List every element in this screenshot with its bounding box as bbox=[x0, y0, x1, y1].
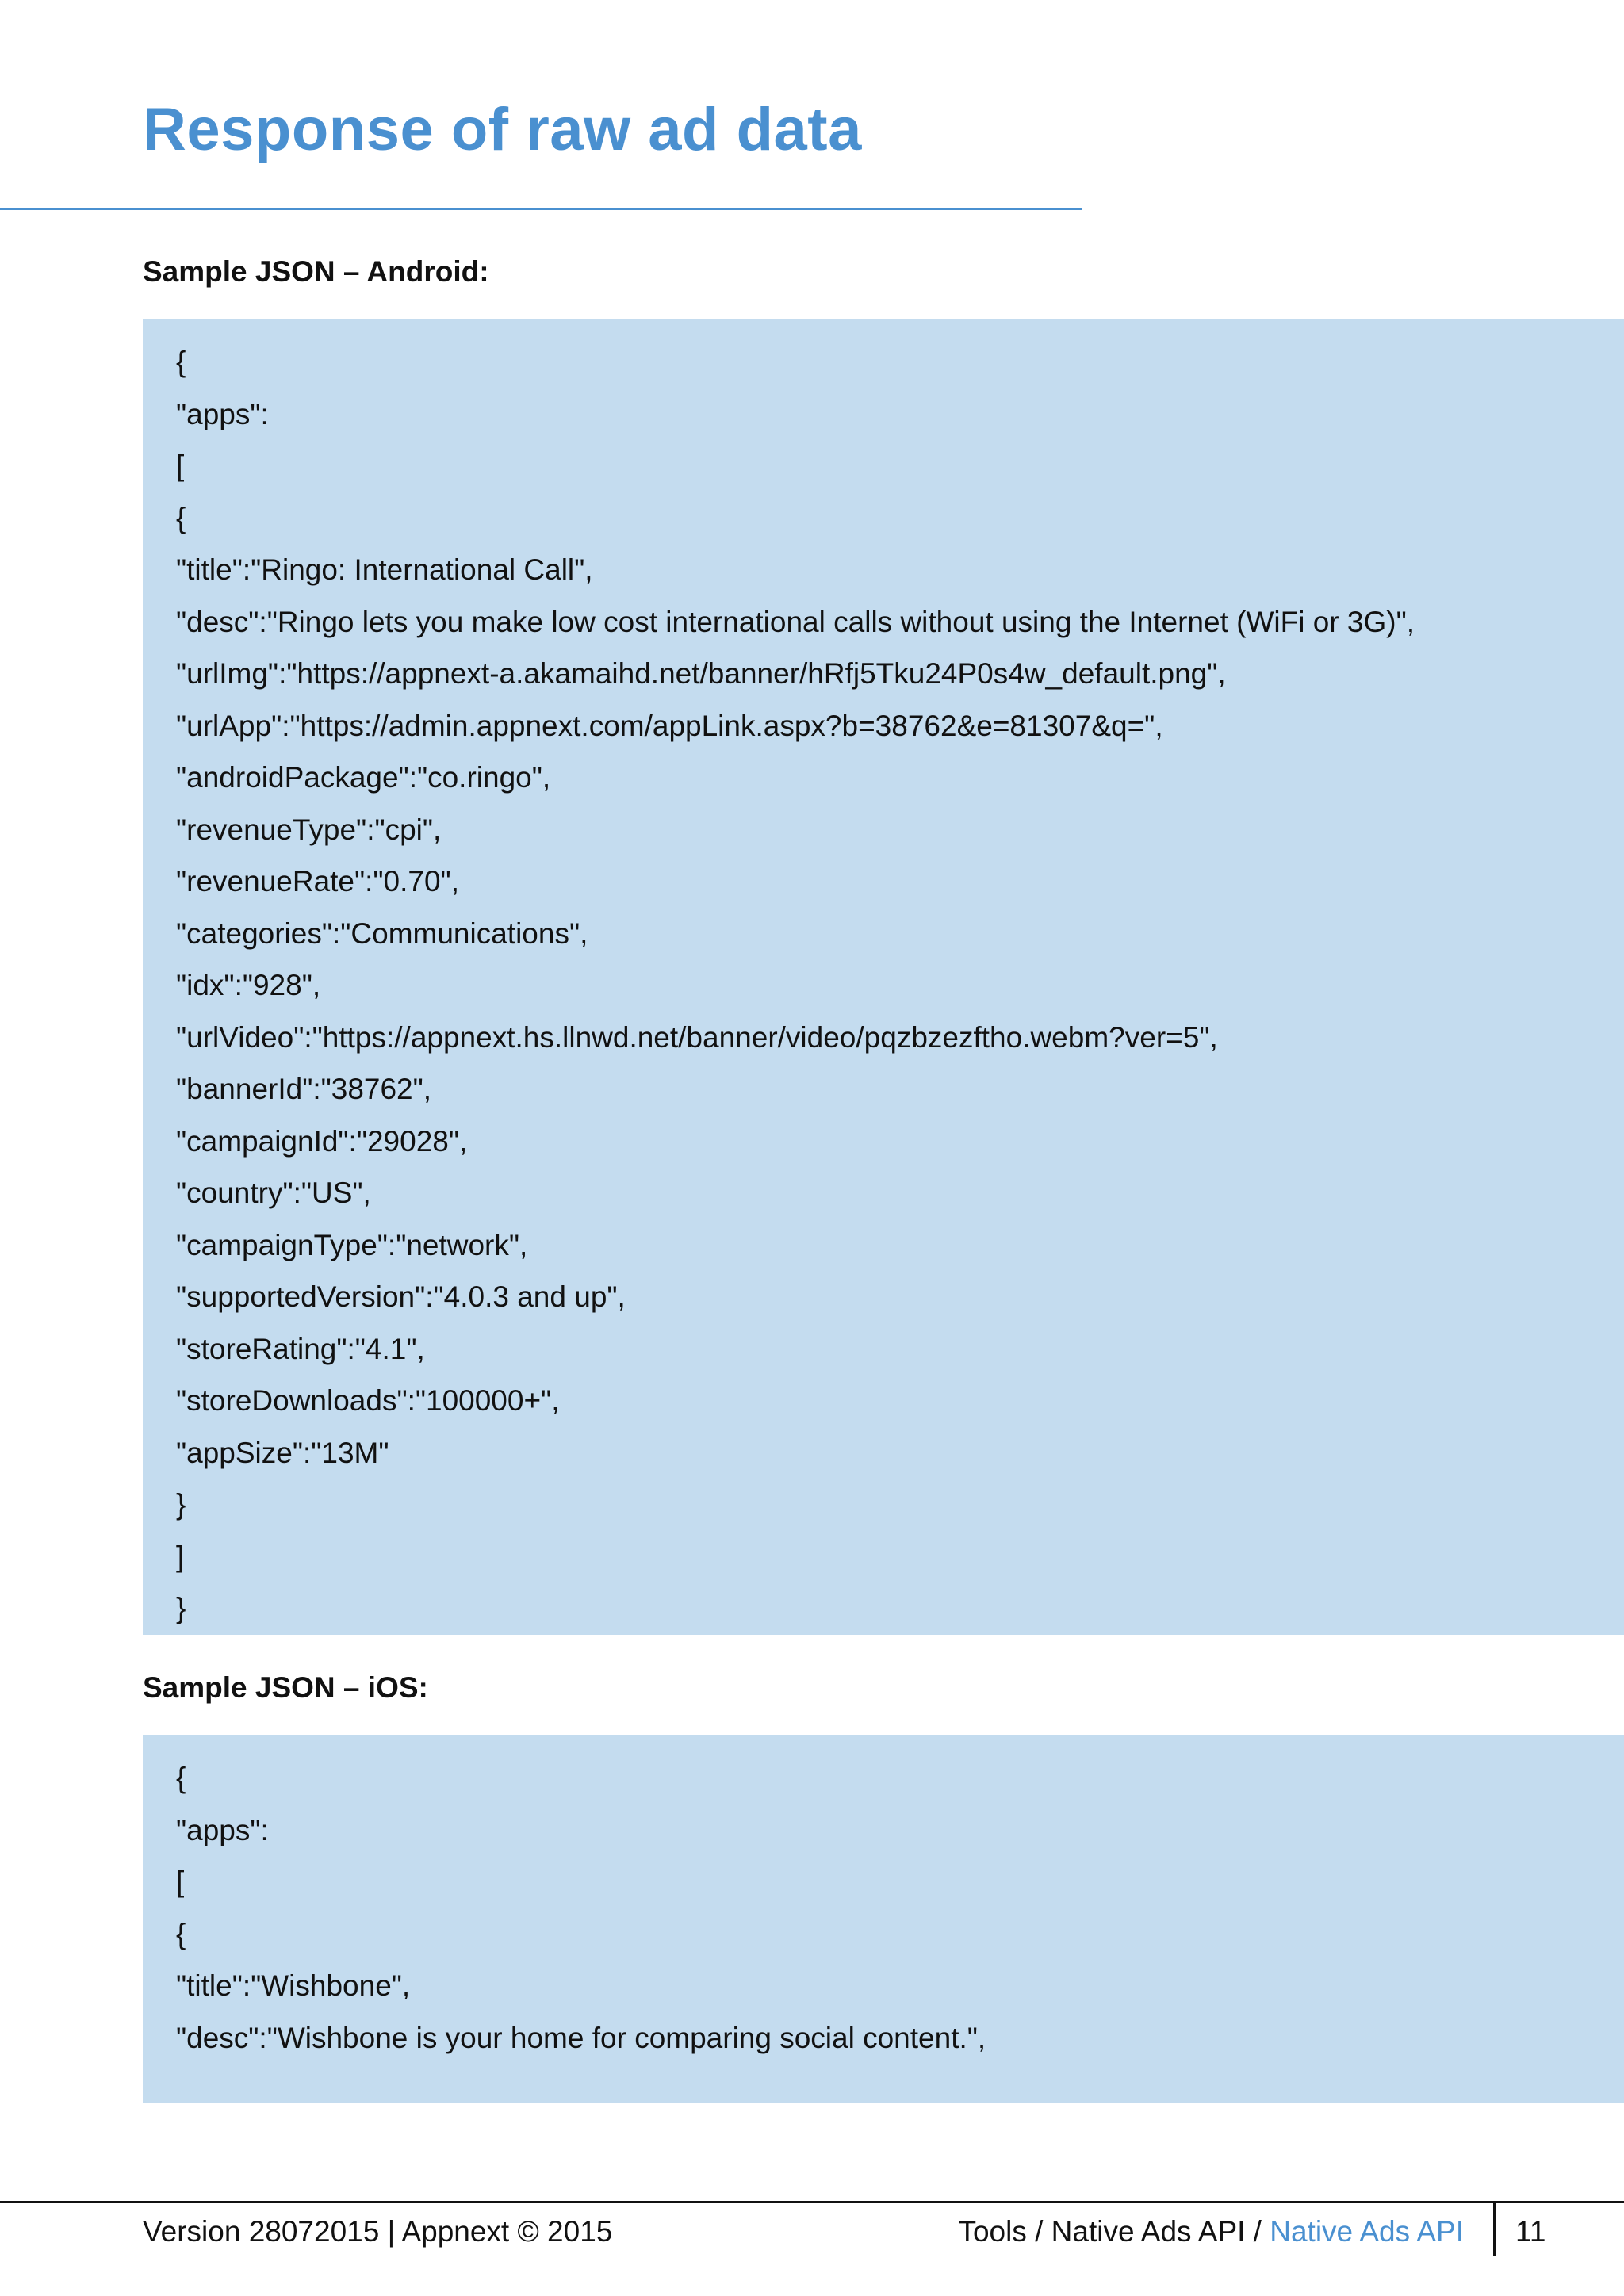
code-line: "revenueRate":"0.70", bbox=[176, 865, 459, 897]
code-line: [ bbox=[176, 1866, 185, 1898]
title-divider bbox=[0, 208, 1082, 210]
breadcrumb-path: Tools / Native Ads API / bbox=[958, 2215, 1270, 2248]
page-title: Response of raw ad data bbox=[143, 96, 862, 163]
code-line: "revenueType":"cpi", bbox=[176, 813, 442, 846]
code-line: "urlApp":"https://admin.appnext.com/appLink.aspx?b=38762&e=81307&q=", bbox=[176, 709, 1163, 742]
code-line: { bbox=[176, 501, 186, 534]
code-line: } bbox=[176, 1488, 186, 1521]
code-line: "title":"Ringo: International Call", bbox=[176, 553, 593, 586]
code-line: "bannerId":"38762", bbox=[176, 1073, 432, 1105]
code-line: [ bbox=[176, 450, 185, 482]
code-line: "desc":"Wishbone is your home for comparing social content.", bbox=[176, 2021, 986, 2054]
code-line: { bbox=[176, 1917, 186, 1950]
code-line: "urlVideo":"https://appnext.hs.llnwd.net/banner/video/pqzbzezftho.webm?ver=5", bbox=[176, 1020, 1218, 1054]
code-line: "desc":"Ringo lets you make low cost international calls without using the Internet (WiFi or 3G)", bbox=[176, 605, 1415, 638]
code-line: "categories":"Communications", bbox=[176, 916, 588, 950]
code-line: "storeDownloads":"100000+", bbox=[176, 1384, 560, 1417]
footer-breadcrumb bbox=[958, 2217, 1464, 2246]
page-number-separator bbox=[1493, 2202, 1496, 2256]
code-line: ] bbox=[176, 1540, 185, 1573]
ios-json-code-block bbox=[143, 1735, 1624, 2103]
code-line: "title":"Wishbone", bbox=[176, 1969, 411, 2002]
code-line: { bbox=[176, 1762, 186, 1794]
breadcrumb-current-link[interactable]: Native Ads API bbox=[1270, 2215, 1464, 2248]
android-section-heading: Sample JSON – Android: bbox=[143, 255, 489, 288]
code-line: "campaignType":"network", bbox=[176, 1228, 528, 1261]
code-line: { bbox=[176, 346, 186, 378]
page-number: 11 bbox=[1515, 2215, 1546, 2248]
ios-section-heading: Sample JSON – iOS: bbox=[143, 1671, 428, 1704]
code-line: "urlImg":"https://appnext-a.akamaihd.net/banner/hRfj5Tku24P0s4w_default.png", bbox=[176, 657, 1226, 690]
code-line: "apps": bbox=[176, 397, 269, 430]
code-line: "idx":"928", bbox=[176, 969, 321, 1001]
footer-divider bbox=[0, 2201, 1624, 2203]
code-line: "androidPackage":"co.ringo", bbox=[176, 761, 551, 794]
code-line: "apps": bbox=[176, 1813, 269, 1846]
code-line: "campaignId":"29028", bbox=[176, 1124, 468, 1158]
footer-version: Version 28072015 | Appnext © 2015 bbox=[143, 2215, 613, 2248]
code-line: "appSize":"13M" bbox=[176, 1436, 389, 1469]
code-line: } bbox=[176, 1592, 186, 1624]
code-line: "country":"US", bbox=[176, 1177, 371, 1209]
code-line: "storeRating":"4.1", bbox=[176, 1332, 425, 1365]
code-line: "supportedVersion":"4.0.3 and up", bbox=[176, 1280, 626, 1313]
android-json-code-block bbox=[143, 319, 1624, 1635]
